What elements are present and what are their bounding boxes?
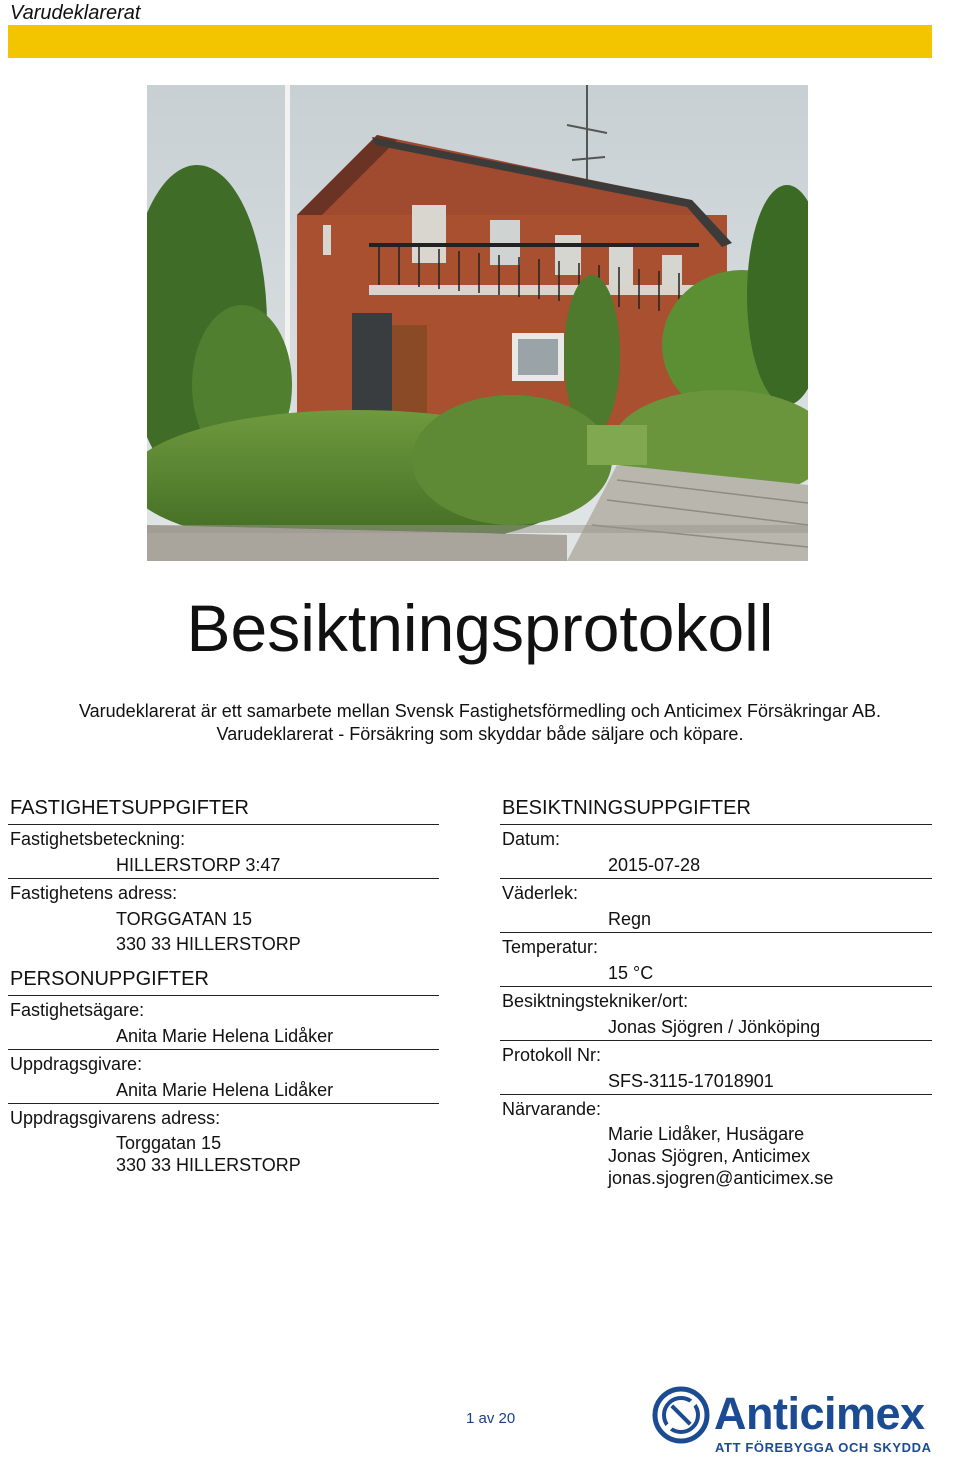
- left-column: [8, 796, 439, 1176]
- document-title: Besiktningsprotokoll: [186, 591, 774, 665]
- house-photo: [147, 85, 808, 561]
- label-besiktningstekniker: Besiktningstekniker/ort:: [502, 991, 689, 1011]
- value-fastighetsbeteckning: HILLERSTORP 3:47: [8, 853, 439, 879]
- section-heading-besiktning: BESIKTNINGSUPPGIFTER: [500, 796, 932, 825]
- value-adress-line-2: 330 33 HILLERSTORP: [116, 934, 301, 954]
- label-uppdragsgivarens-adress: Uppdragsgivarens adress:: [10, 1108, 221, 1128]
- brand-name: Varudeklarerat: [10, 2, 141, 24]
- value-uppdragsadress-line-2: 330 33 HILLERSTORP: [116, 1155, 301, 1175]
- value-datum: 2015-07-28: [500, 853, 932, 879]
- value-narvarande-line-1: Marie Lidåker, Husägare: [608, 1124, 805, 1144]
- label-fastighetsagare: Fastighetsägare:: [10, 1000, 145, 1020]
- value-temperatur: 15 °C: [500, 961, 932, 987]
- label-fastighetens-adress: Fastighetens adress:: [10, 883, 178, 903]
- section-heading-fastighet: FASTIGHETSUPPGIFTER: [8, 796, 439, 825]
- value-uppdragsgivare: Anita Marie Helena Lidåker: [8, 1078, 439, 1104]
- page-number: 1 av 20: [466, 1410, 516, 1427]
- label-uppdragsgivare: Uppdragsgivare:: [10, 1054, 143, 1074]
- logo-tagline: ATT FÖREBYGGA OCH SKYDDA: [715, 1440, 932, 1455]
- anticimex-logo-mark-icon: [652, 1386, 710, 1444]
- value-besiktningstekniker: Jonas Sjögren / Jönköping: [500, 1015, 932, 1041]
- label-temperatur: Temperatur:: [502, 937, 599, 957]
- label-protokoll-nr: Protokoll Nr:: [502, 1045, 602, 1065]
- intro-text: [0, 700, 960, 746]
- value-uppdragsadress-line-1: Torggatan 15: [116, 1133, 222, 1153]
- anticimex-logo: [652, 1386, 952, 1458]
- value-adress-line-1: TORGGATAN 15: [116, 909, 253, 929]
- value-fastighetsagare: Anita Marie Helena Lidåker: [8, 1024, 439, 1050]
- accent-bar: [8, 25, 932, 58]
- value-narvarande-line-3: jonas.sjogren@anticimex.se: [608, 1168, 834, 1188]
- label-vaderlek: Väderlek:: [502, 883, 579, 903]
- label-datum: Datum:: [502, 829, 561, 849]
- value-narvarande-line-2: Jonas Sjögren, Anticimex: [608, 1146, 811, 1166]
- value-vaderlek: Regn: [500, 907, 932, 933]
- right-column: [500, 796, 932, 1189]
- value-protokoll-nr: SFS-3115-17018901: [500, 1069, 932, 1095]
- label-narvarande: Närvarande:: [502, 1099, 602, 1119]
- logo-wordmark: Anticimex: [714, 1388, 925, 1439]
- label-fastighetsbeteckning: Fastighetsbeteckning:: [10, 829, 186, 849]
- intro-line-2: Varudeklarerat - Försäkring som skyddar både säljare och köpare.: [216, 724, 744, 744]
- section-heading-person: PERSONUPPGIFTER: [8, 967, 439, 996]
- intro-line-1: Varudeklarerat är ett samarbete mellan Svensk Fastighetsförmedling och Anticimex Försäkringar AB.: [78, 701, 882, 721]
